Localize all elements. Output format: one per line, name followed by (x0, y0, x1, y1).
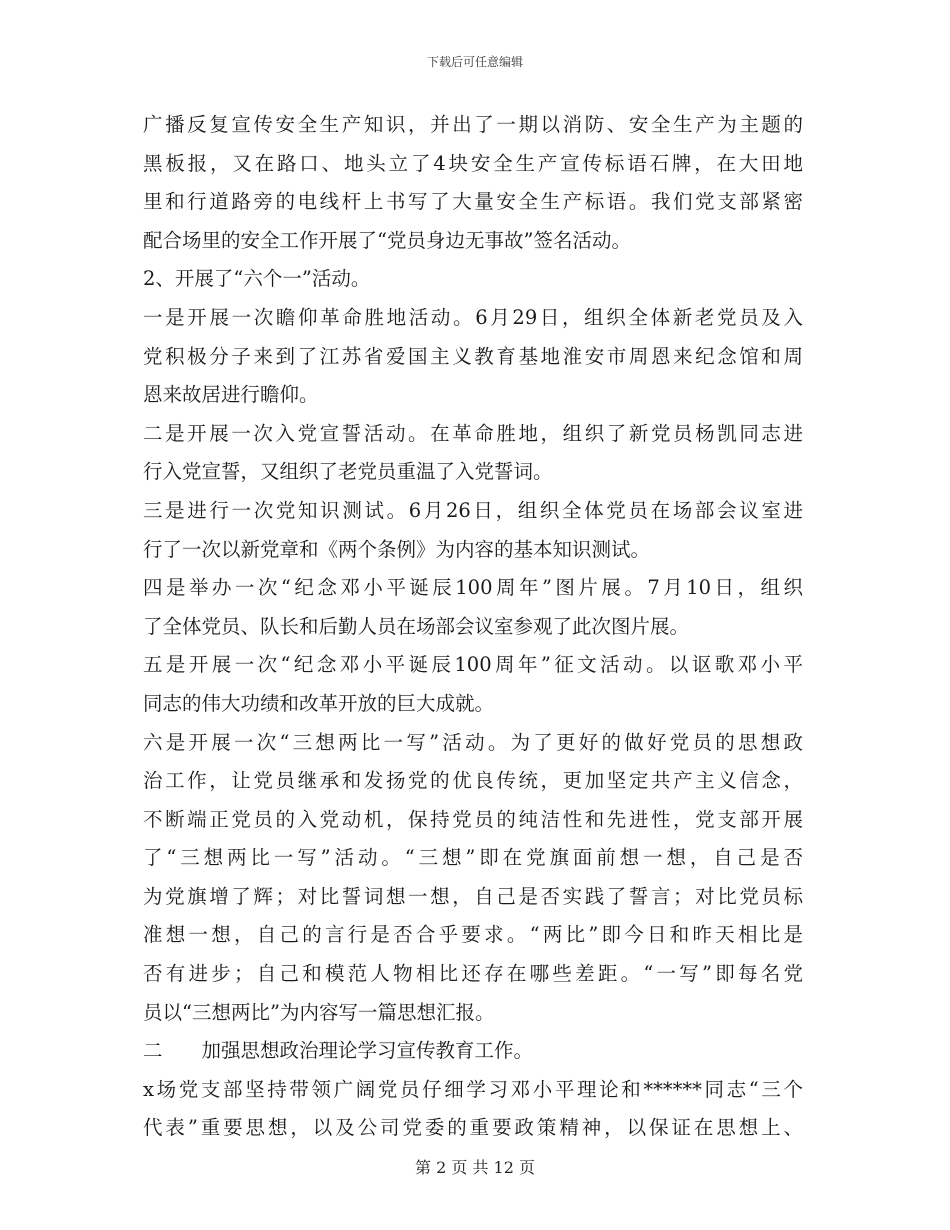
text-line: 里和行道路旁的电线杆上书写了大量安全生产标语。我们党支部紧密 (143, 190, 803, 214)
text-line: 三是进行一次党知识测试。6月26日，组织全体党员在场部会议室进 (143, 498, 803, 522)
text-line: 为党旗增了辉；对比誓词想一想，自己是否实践了誓言；对比党员标 (143, 884, 803, 908)
text-line: 二是开展一次入党宣誓活动。在革命胜地，组织了新党员杨凯同志进 (143, 421, 803, 445)
text-line: 否有进步；自己和模范人物相比还存在哪些差距。“一写”即每名党 (143, 962, 803, 986)
text-line: 了全体党员、队长和后勤人员在场部会议室参观了此次图片展。 (143, 614, 690, 638)
text-line: 广播反复宣传安全生产知识，并出了一期以消防、安全生产为主题的 (143, 113, 803, 136)
text-line: 一是开展一次瞻仰革命胜地活动。6月29日，组织全体新老党员及入 (143, 305, 803, 329)
text-line: 代表”重要思想，以及公司党委的重要政策精神，以保证在思想上、 (143, 1116, 803, 1140)
text-line: x场党支部坚持带领广阔党员仔细学习邓小平理论和******同志“三个 (143, 1077, 803, 1101)
text-line: 员以“三想两比”为内容写一篇思想汇报。 (143, 1000, 495, 1024)
text-line: 党积极分子来到了江苏省爱国主义教育基地淮安市周恩来纪念馆和周 (143, 344, 803, 368)
text-line: 2、开展了“六个一”活动。 (143, 267, 371, 291)
text-line: 五是开展一次“纪念邓小平诞辰100周年”征文活动。以讴歌邓小平 (143, 653, 803, 677)
text-line: 准想一想，自己的言行是否合乎要求。“两比”即今日和昨天相比是 (143, 923, 803, 947)
text-line: 行了一次以新党章和《两个条例》为内容的基本知识测试。 (143, 537, 651, 561)
text-line: 治工作，让党员继承和发扬党的优良传统，更加坚定共产主义信念， (143, 769, 803, 793)
text-line: 六是开展一次“三想两比一写”活动。为了更好的做好党员的思想政 (143, 730, 803, 754)
text-line: 黑板报，又在路口、地头立了4块安全生产宣传标语石牌，在大田地 (143, 151, 803, 175)
text-line: 行入党宣誓，又组织了老党员重温了入党誓词。 (143, 460, 553, 484)
text-line: 四是举办一次“纪念邓小平诞辰100周年”图片展。7月10日，组织 (143, 576, 803, 600)
text-line: 二 加强思想政治理论学习宣传教育工作。 (143, 1039, 534, 1063)
page-footer: 第 2 页 共 12 页 (415, 1158, 535, 1177)
page-header: 下载后可任意编辑 (426, 55, 523, 69)
text-line: 了“三想两比一写”活动。“三想”即在党旗面前想一想，自己是否 (143, 846, 803, 870)
text-line: 不断端正党员的入党动机，保持党员的纯洁性和先进性，党支部开展 (143, 807, 803, 831)
text-line: 配合场里的安全工作开展了“党员身边无事故”签名活动。 (143, 228, 631, 252)
text-line: 恩来故居进行瞻仰。 (143, 383, 319, 407)
document-body (143, 106, 803, 1148)
text-line: 同志的伟大功绩和改革开放的巨大成就。 (143, 691, 495, 715)
